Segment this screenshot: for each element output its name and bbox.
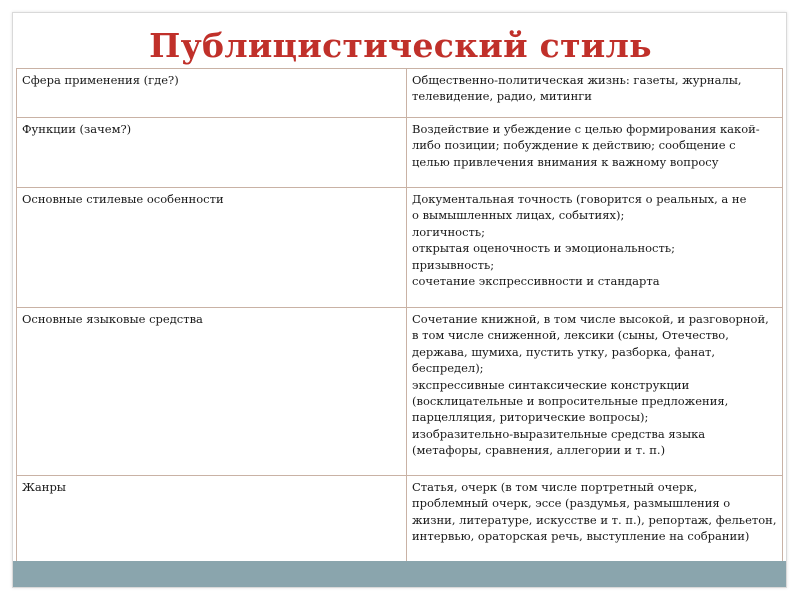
value-line: либо позиции; побуждение к действию; сообщение с	[412, 138, 736, 153]
value-line: Сочетание книжной, в том числе высокой, и разговорной,	[412, 312, 769, 326]
row-value-sphere	[407, 69, 783, 118]
value-line: Общественно-политическая жизнь: газеты, журналы,	[412, 73, 742, 87]
table-row-sphere	[17, 69, 783, 118]
value-line: интервью, ораторская речь, выступление на собрании)	[412, 529, 750, 544]
table-row-genres	[17, 476, 783, 562]
row-label-style-features: Основные стилевые особенности	[17, 188, 407, 308]
table-row-language-means	[17, 308, 783, 476]
value-line: телевидение, радио, митинги	[412, 89, 592, 104]
value-line: беспредел);	[412, 361, 484, 376]
value-line: жизни, литературе, искусстве и т. п.), репортаж, фельетон,	[412, 512, 777, 527]
value-line: держава, шумиха, пустить утку, разборка, фанат,	[412, 344, 716, 359]
value-line: парцелляция, риторические вопросы);	[412, 410, 649, 425]
row-label-sphere: Сфера применения (где?)	[17, 69, 407, 118]
row-label-language-means: Основные языковые средства	[17, 308, 407, 476]
value-line: изобразительно-выразительные средства языка	[412, 426, 706, 441]
value-line: призывность;	[412, 257, 495, 272]
row-label-genres: Жанры	[17, 476, 407, 562]
value-line: проблемный очерк, эссе (раздумья, размышления о	[412, 496, 731, 511]
value-line: Документальная точность (говорится о реальных, а не	[412, 192, 747, 206]
row-value-style-features	[407, 188, 783, 308]
slide	[12, 12, 787, 588]
value-line: (метафоры, сравнения, аллегории и т. п.)	[412, 443, 666, 458]
value-line: (восклицательные и вопросительные предложения,	[412, 394, 729, 409]
value-line: целью привлечения внимания к важному вопросу	[412, 154, 719, 169]
value-line: экспрессивные синтаксические конструкции	[412, 377, 690, 392]
value-line: в том числе сниженной, лексики (сыны, Отечество,	[412, 328, 729, 343]
table-row-style-features	[17, 188, 783, 308]
value-line: открытая оценочность и эмоциональность;	[412, 241, 675, 256]
row-label-functions: Функции (зачем?)	[17, 118, 407, 188]
value-line: логичность;	[412, 224, 486, 239]
value-line: сочетание экспрессивности и стандарта	[412, 274, 660, 289]
style-characteristics-table	[16, 68, 783, 562]
value-line: Воздействие и убеждение с целью формирования какой-	[412, 122, 760, 136]
row-value-language-means	[407, 308, 783, 476]
slide-title: Публицистический стиль	[149, 26, 652, 65]
row-value-functions	[407, 118, 783, 188]
value-line: о вымышленных лицах, событиях);	[412, 208, 625, 223]
value-line: Статья, очерк (в том числе портретный очерк,	[412, 480, 698, 494]
table-row-functions	[17, 118, 783, 188]
row-value-genres	[407, 476, 783, 562]
footer-bar	[13, 561, 786, 587]
